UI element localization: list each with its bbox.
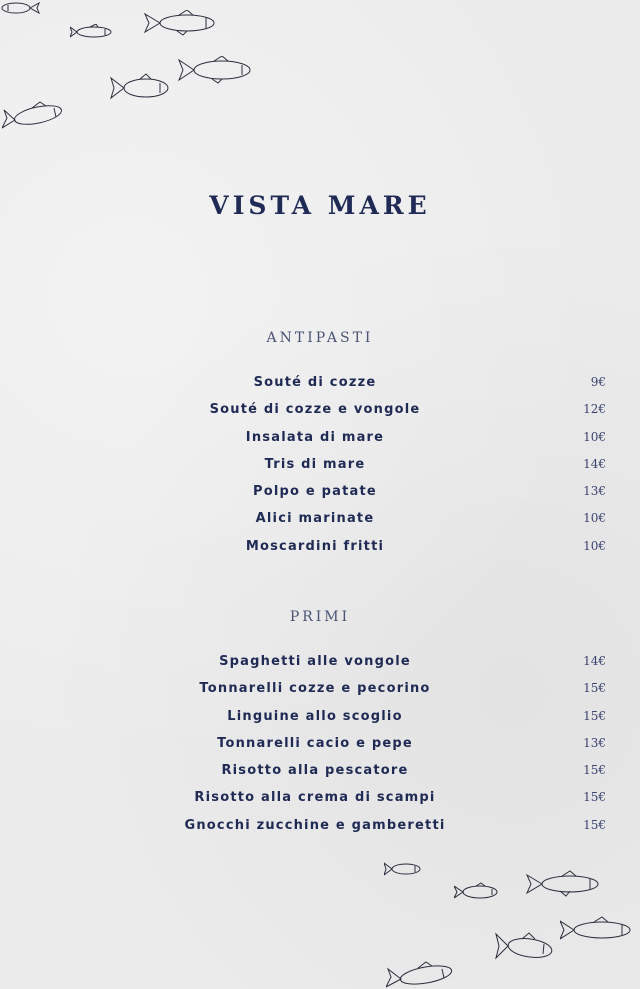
menu-item: [0, 730, 640, 757]
menu-item-name: Insalata di mare: [245, 429, 385, 445]
fish-icon: [0, 0, 40, 16]
menu-list-antipasti: [0, 369, 640, 560]
menu-item-price: 15€: [583, 681, 606, 696]
fish-icon: [454, 882, 502, 902]
menu-item-name: Tris di mare: [264, 456, 366, 472]
menu-item-name: Souté di cozze e vongole: [209, 402, 421, 418]
menu-item-price: 13€: [583, 484, 606, 499]
menu-item-price: 14€: [583, 456, 606, 471]
menu-item-price: 15€: [583, 763, 606, 778]
menu-item: [0, 396, 640, 423]
menu-item-price: 15€: [583, 817, 606, 832]
restaurant-name: VISTA MARE: [209, 190, 431, 220]
menu-item-price: 10€: [583, 429, 606, 444]
fish-icon: [143, 10, 221, 36]
menu-item-name: Souté di cozze: [253, 375, 377, 390]
menu-item-name: Tonnarelli cacio e pepe: [217, 735, 413, 751]
menu-item-name: Risotto alla crema di scampi: [194, 790, 436, 806]
menu-item: [0, 703, 640, 730]
fish-icon: [526, 870, 606, 898]
fish-icon: [494, 930, 558, 964]
menu-item-price: 9€: [590, 375, 606, 389]
menu-item-name: Tonnarelli cozze e pecorino: [199, 681, 431, 697]
menu-item-price: 10€: [583, 511, 606, 526]
menu-item-name: Moscardini fritti: [245, 538, 385, 554]
fish-icon: [386, 960, 460, 989]
menu-item-price: 14€: [583, 654, 606, 668]
menu-item-price: 12€: [583, 402, 606, 417]
menu-item: [0, 424, 640, 451]
menu-item-name: Gnocchi zucchine e gamberetti: [184, 817, 446, 833]
menu-item: [0, 451, 640, 478]
menu-item: [0, 533, 640, 560]
section-title-primi: PRIMI: [289, 609, 351, 625]
fish-icon: [178, 56, 256, 84]
fish-icon: [560, 916, 638, 944]
menu-list-primi: [0, 648, 640, 839]
section-title-antipasti: ANTIPASTI: [266, 330, 374, 346]
menu-item: [0, 648, 640, 675]
fish-icon: [384, 860, 424, 878]
menu-item-price: 10€: [583, 538, 606, 553]
menu-item: [0, 812, 640, 839]
menu-item: [0, 478, 640, 505]
menu-item: [0, 505, 640, 532]
menu-item: [0, 784, 640, 811]
fish-icon: [2, 100, 76, 130]
menu-item: [0, 369, 640, 396]
menu-item-price: 15€: [583, 790, 606, 805]
menu-item-price: 15€: [583, 708, 606, 723]
menu-item-name: Risotto alla pescatore: [221, 763, 409, 779]
menu-item-name: Linguine allo scoglio: [227, 708, 403, 724]
fish-icon: [110, 72, 174, 102]
menu-item: [0, 757, 640, 784]
menu-item-price: 13€: [583, 735, 606, 750]
menu-item-name: Spaghetti alle vongole: [219, 654, 411, 669]
menu-item-name: Alici marinate: [255, 511, 375, 527]
menu-item-name: Polpo e patate: [253, 484, 377, 500]
fish-icon: [70, 24, 118, 40]
menu-item: [0, 675, 640, 702]
